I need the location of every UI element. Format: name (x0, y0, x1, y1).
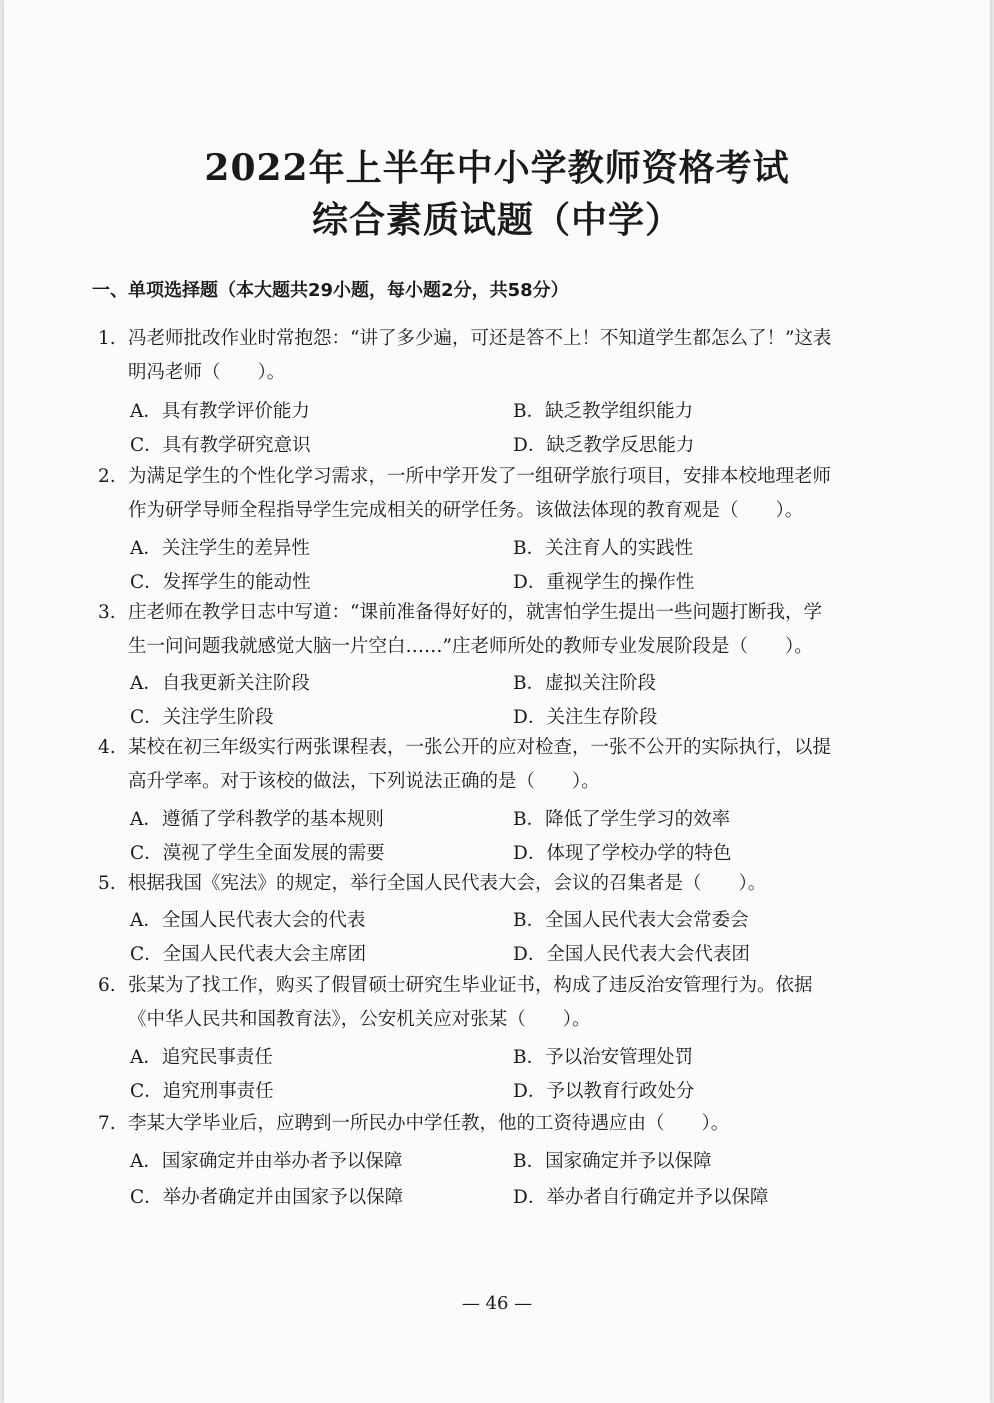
option-b: B．虚拟关注阶段 (513, 673, 657, 694)
option-a: A．国家确定并由举办者予以保障 (130, 1151, 403, 1172)
option-b: B．全国人民代表大会常委会 (513, 910, 749, 931)
question-text-cont: 高升学率。对于该校的做法，下列说法正确的是（ ）。 (128, 771, 600, 792)
option-a: A．遵循了学科教学的基本规则 (130, 809, 384, 830)
question-number: 7. (98, 1113, 116, 1134)
page-number: — 46 — (461, 1293, 533, 1314)
option-d: D．重视学生的操作性 (513, 572, 695, 593)
question-text: 李某大学毕业后，应聘到一所民办中学任教，他的工资待遇应由（ ）。 (128, 1113, 730, 1134)
exam-title: 2022年上半年中小学教师资格考试 (204, 147, 790, 189)
option-c: C．漠视了学生全面发展的需要 (130, 843, 385, 864)
question-text-cont: 明冯老师（ ）。 (128, 362, 286, 383)
option-a: A．具有教学评价能力 (130, 401, 310, 422)
question-number: 1. (98, 328, 116, 349)
option-b: B．缺乏教学组织能力 (513, 401, 694, 422)
option-d: D．体现了学校办学的特色 (513, 843, 732, 864)
option-b: B．予以治安管理处罚 (513, 1047, 694, 1068)
exam-subtitle: 综合素质试题（中学） (311, 199, 682, 241)
question-text: 庄老师在教学日志中写道：“课前准备得好好的，就害怕学生提出一些问题打断我，学 (128, 602, 822, 623)
question-text: 冯老师批改作业时常抱怨：“讲了多少遍，可还是答不上！不知道学生都怎么了！”这表 (128, 328, 832, 349)
option-d: D．关注生存阶段 (513, 707, 658, 728)
option-c: C．全国人民代表大会主席团 (130, 944, 367, 965)
question-number: 3. (98, 602, 116, 623)
option-b: B．降低了学生学习的效率 (513, 809, 731, 830)
option-c: C．追究刑事责任 (130, 1081, 274, 1102)
exam-page (4, 0, 990, 1403)
option-c: C．发挥学生的能动性 (130, 572, 311, 593)
question-number: 4. (98, 737, 116, 758)
question-text: 张某为了找工作，购买了假冒硕士研究生毕业证书，构成了违反治安管理行为。依据 (128, 975, 813, 996)
option-c: C．举办者确定并由国家予以保障 (130, 1187, 404, 1208)
question-number: 2. (98, 466, 116, 487)
option-b: B．国家确定并予以保障 (513, 1151, 712, 1172)
option-d: D．全国人民代表大会代表团 (513, 944, 750, 965)
question-text-cont: 《中华人民共和国教育法》，公安机关应对张某（ ）。 (128, 1009, 591, 1030)
option-c: C．关注学生阶段 (130, 707, 274, 728)
option-d: D．予以教育行政处分 (513, 1081, 695, 1102)
question-text: 为满足学生的个性化学习需求，一所中学开发了一组研学旅行项目，安排本校地理老师 (128, 466, 832, 487)
question-number: 5. (98, 873, 116, 894)
option-c: C．具有教学研究意识 (130, 435, 311, 456)
option-a: A．全国人民代表大会的代表 (130, 910, 366, 931)
section-heading: 一、单项选择题（本大题共29小题，每小题2分，共58分） (92, 280, 569, 301)
option-b: B．关注育人的实践性 (513, 538, 694, 559)
question-number: 6. (98, 975, 116, 996)
question-text: 某校在初三年级实行两张课程表，一张公开的应对检查，一张不公开的实际执行，以提 (128, 737, 832, 758)
question-text: 根据我国《宪法》的规定，举行全国人民代表大会，会议的召集者是（ ）。 (128, 873, 767, 894)
option-a: A．自我更新关注阶段 (130, 673, 310, 694)
question-text-cont: 作为研学导师全程指导学生完成相关的研学任务。该做法体现的教育观是（ ）。 (128, 500, 804, 521)
option-d: D．缺乏教学反思能力 (513, 435, 695, 456)
option-a: A．追究民事责任 (130, 1047, 273, 1068)
question-text-cont: 生一问问题我就感觉大脑一片空白……”庄老师所处的教师专业发展阶段是（ ）。 (128, 636, 813, 657)
option-d: D．举办者自行确定并予以保障 (513, 1187, 769, 1208)
option-a: A．关注学生的差异性 (130, 538, 310, 559)
